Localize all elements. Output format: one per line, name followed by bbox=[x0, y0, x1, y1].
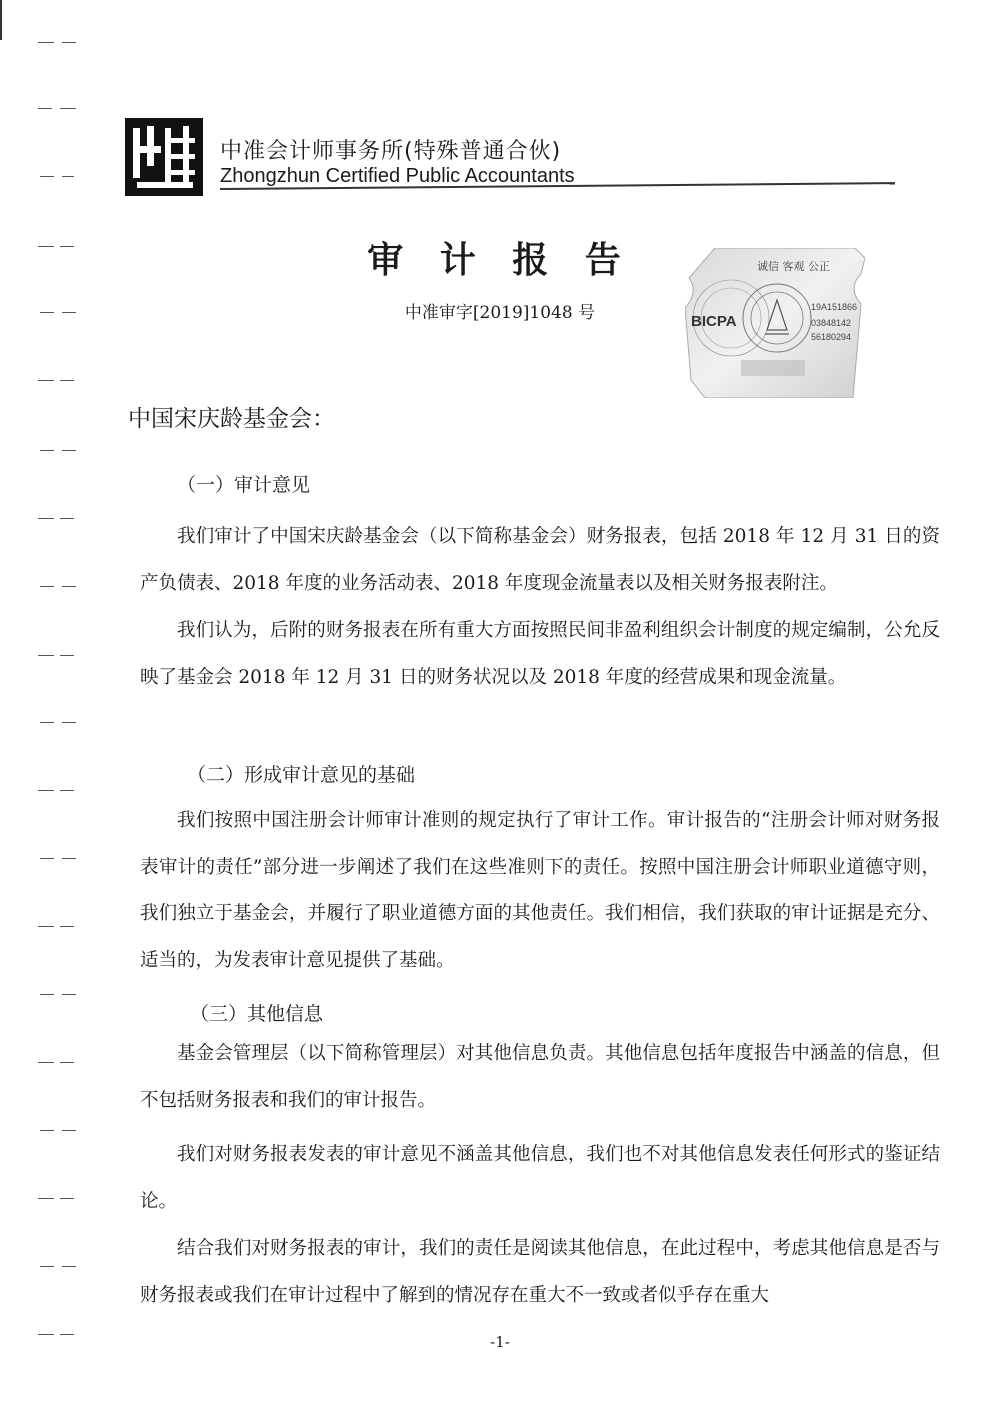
paragraph-basis: 我们按照中国注册会计师审计准则的规定执行了审计工作。审计报告的“注册会计师对财务报表审计的责任”部分进一步阐述了我们在这些准则下的责任。按照中国注册会计师职业道德守则，我们独立于基金会，并履行了职业道德方面的其他责任。我们相信，我们获取的审计证据是充分、适当的，为发表审计意见提供了基础。 bbox=[140, 810, 940, 971]
paragraph-other-info-reading: 结合我们对财务报表的审计，我们的责任是阅读其他信息，在此过程中，考虑其他信息是否与财务报表或我们在审计过程中了解到的情况存在重大不一致或者似乎存在重大 bbox=[140, 1238, 940, 1306]
report-title: 审 计 报 告 bbox=[367, 240, 633, 281]
reference-number: 中准审字[2019]1048 号 bbox=[404, 303, 596, 323]
addressee: 中国宋庆龄基金会： bbox=[128, 406, 335, 432]
letterhead bbox=[125, 118, 905, 198]
seal-number-2: 03848142 bbox=[811, 318, 852, 328]
firm-name-en: Zhongzhun Certified Public Accountants bbox=[220, 165, 575, 187]
seal-number-3: 56180294 bbox=[811, 332, 852, 342]
firm-name-cn: 中准会计师事务所(特殊普通合伙) bbox=[220, 139, 562, 164]
page-number: -1- bbox=[490, 1333, 510, 1351]
paragraph-other-info-responsibility: 基金会管理层（以下简称管理层）对其他信息负责。其他信息包括年度报告中涵盖的信息，但不包括财务报表和我们的审计报告。 bbox=[140, 1043, 940, 1111]
binding-margin-marks bbox=[0, 0, 90, 1414]
paragraph-opinion-scope: 我们审计了中国宋庆龄基金会（以下简称基金会）财务报表，包括 2018 年 12 月 31 日的资产负债表、2018 年度的业务活动表、2018 年度现金流量表以及相关财务报表附注。 bbox=[140, 526, 940, 594]
paragraph-opinion-conclusion: 我们认为，后附的财务报表在所有重大方面按照民间非盈利组织会计制度的规定编制，公允反映了基金会 2018 年 12 月 31 日的财务状况以及 2018 年度的经营成果和现金流量。 bbox=[140, 620, 940, 688]
seal-motto: 诚信 客观 公正 bbox=[757, 260, 830, 273]
bicpa-seal bbox=[685, 248, 865, 398]
seal-bicpa-label: BICPA bbox=[691, 313, 737, 330]
paragraph-other-info-no-opinion: 我们对财务报表发表的审计意见不涵盖其他信息，我们也不对其他信息发表任何形式的鉴证结论。 bbox=[140, 1144, 940, 1212]
section-heading-other-info: （三）其他信息 bbox=[190, 1003, 324, 1025]
firm-logo bbox=[125, 118, 203, 196]
section-heading-basis: （二）形成审计意见的基础 bbox=[187, 764, 416, 786]
section-heading-opinion: （一）审计意见 bbox=[177, 474, 311, 496]
seal-number-1: 19A151866 bbox=[811, 302, 858, 312]
